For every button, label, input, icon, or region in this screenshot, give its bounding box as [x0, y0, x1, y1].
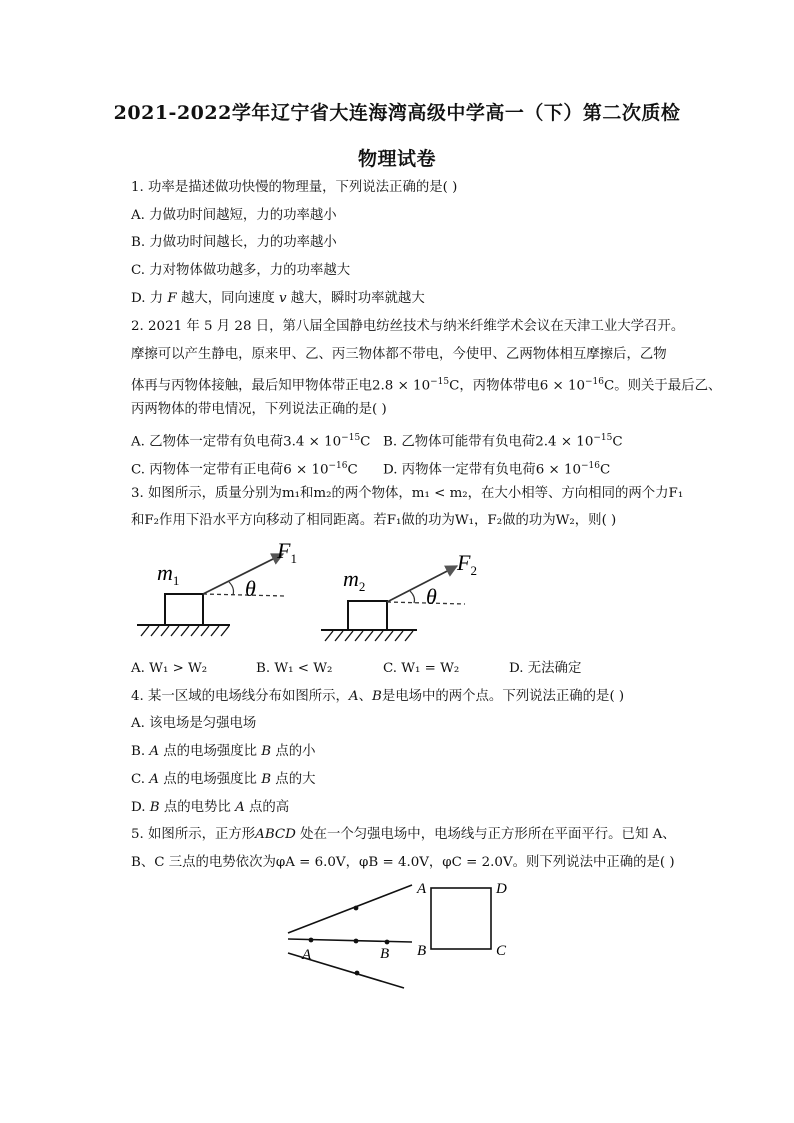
q2-option-a: A. 乙物体一定带有负电荷$3.4 \times 10^{-15}C$	[131, 433, 371, 450]
block-m2-diagram	[321, 550, 477, 641]
q3-stem-line1: 3. 如图所示，质量分别为m₁和m₂的两个物体，m₁ < m₂，在大小相等、方向相同的两个力F₁	[131, 486, 684, 501]
q5-field-figure	[280, 875, 520, 1000]
q1-option-a: A. 力做功时间越短，力的功率越小	[131, 208, 337, 223]
q1-option-d: D. 力 F 越大，同向速度 v 越大，瞬时功率就越大	[131, 291, 425, 306]
q3-stem-line2: 和F₂作用下沿水平方向移动了相同距离。若F₁做的功为W₁，F₂做的功为W₂，则( )	[131, 513, 617, 528]
q4-option-a: A. 该电场是匀强电场	[131, 716, 257, 731]
square-abcd	[431, 888, 491, 949]
q1-option-b: B. 力做功时间越长，力的功率越小	[131, 235, 337, 250]
exam-subtitle: 物理试卷	[357, 148, 436, 170]
label-m2: $m_2$	[343, 566, 366, 594]
point-b-label: B	[380, 946, 390, 962]
block-m1-diagram	[137, 540, 297, 636]
exam-title: 2021-2022学年辽宁省大连海湾高级中学高一（下）第二次质检	[113, 102, 681, 124]
label-theta-1: θ	[245, 576, 256, 601]
label-m1: $m_1$	[157, 560, 180, 588]
square-label-a: A	[417, 881, 427, 897]
q2-option-b: B. 乙物体可能带有负电荷$2.4 \times 10^{-15}C$	[383, 433, 623, 450]
square-label-c: C	[496, 943, 507, 959]
point-a-label: A	[302, 947, 312, 963]
q5-stem-line1: 5. 如图所示，正方形ABCD 处在一个匀强电场中，电场线与正方形所在平面平行。已知 A、	[131, 827, 676, 842]
q3-option-d: D. 无法确定	[509, 661, 582, 676]
q4-option-d: D. B 点的电势比 A 点的高	[131, 800, 290, 815]
q1-option-c: C. 力对物体做功越多，力的功率越大	[131, 263, 351, 278]
q2-stem-line3: 体再与丙物体接触，最后知甲物体带正电$2.8 \times 10^{-15}C$，丙物体带电$6 \times 10^{-16}C$。则关于最后乙、	[131, 377, 722, 394]
q3-force-figure	[125, 540, 505, 650]
q1-stem: 1. 功率是描述做功快慢的物理量，下列说法正确的是( )	[131, 180, 458, 195]
label-theta-2: θ	[426, 584, 437, 609]
square-label-d: D	[496, 881, 507, 897]
square-label-b: B	[417, 943, 427, 959]
q2-option-c: C. 丙物体一定带有正电荷$6 \times 10^{-16}C$	[131, 461, 358, 478]
q3-option-a: A. W₁ > W₂	[131, 661, 208, 676]
q2-stem-line4: 丙两物体的带电情况，下列说法正确的是( )	[131, 402, 387, 417]
field-lines	[288, 885, 412, 988]
q2-stem-line2: 摩擦可以产生静电，原来甲、乙、丙三物体都不带电，今使甲、乙两物体相互摩擦后，乙物	[131, 347, 667, 362]
q3-option-c: C. W₁ = W₂	[383, 661, 460, 676]
q5-stem-line2: B、C 三点的电势依次为φA = 6.0V，φB = 4.0V，φC = 2.0V。则下列说法中正确的是( )	[131, 855, 675, 870]
q4-stem: 4. 某一区域的电场线分布如图所示，A、B是电场中的两个点。下列说法正确的是( )	[131, 689, 625, 704]
q2-stem-line1: 2. 2021 年 5 月 28 日，第八届全国静电纺丝技术与纳米纤维学术会议在天津工业大学召开。	[131, 319, 685, 334]
label-f1: $F_1$	[277, 540, 297, 566]
label-f2: $F_2$	[457, 550, 477, 578]
q4-option-b: B. A 点的电场强度比 B 点的小	[131, 744, 316, 759]
q4-option-c: C. A 点的电场强度比 B 点的大	[131, 772, 316, 787]
q2-option-d: D. 丙物体一定带有负电荷$6 \times 10^{-16}C$	[383, 461, 611, 478]
q3-option-b: B. W₁ < W₂	[256, 661, 333, 676]
